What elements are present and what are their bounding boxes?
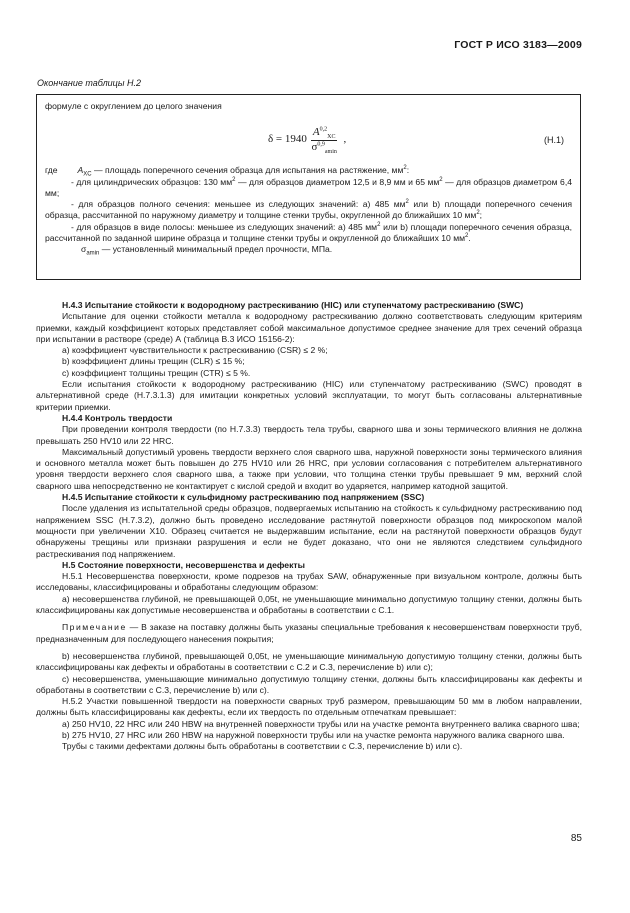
paragraph-h52: Н.5.2 Участки повышенной твердости на поверхности сварных труб размером, превышающим 50 мм в любом направлении, должны быть классифицированы как дефекты, если их твердость по отдельным отпечаткам превышает:: [36, 696, 582, 718]
list-item-clr: b) коэффициент длины трещин (CLR) ≤ 15 %;: [62, 356, 245, 367]
paragraph-ssc: После удаления из испытательной среды образцов, подвергаемых испытанию на стойкость к сульфидному растрескиванию под напряжением SSC (Н.7.3.2), должно быть проведено исследование растянутой поверхности образцов под микроскопом малой мощности при увеличении Х10. Образец считается не выдержавшим испытание, если на растянутой поверхности образцов будут обнаружены трещины или признаки разрушения и если не будет доказано, что они не являются следствием сульфидного растрескивания под напряжением.: [36, 503, 582, 559]
formula-denominator: $\sigma^{0,9}_{amin}$: [311, 140, 337, 155]
list-item-ctr: с) коэффициент толщины трещин (CTR) ≤ 5 %.: [62, 367, 251, 378]
heading-h5: Н.5 Состояние поверхности, несовершенства и дефекты: [62, 559, 305, 570]
paragraph-h52-b: b) 275 HV10, 27 HRC или 260 HBW на наружной поверхности трубы или на участке ремонта наружного валика сварного шва.: [62, 729, 565, 740]
heading-h44: Н.4.4 Контроль твердости: [62, 412, 173, 423]
list-item-csr: а) коэффициент чувствительности к растрескиванию (CSR) ≤ 2 %;: [62, 345, 328, 356]
paragraph-h51-c: с) несовершенства, уменьшающие минимально допустимую толщину стенки, должны быть классифицированы как дефекты и обработаны в соответствии с С.3, перечисление b) или с).: [36, 673, 582, 695]
paragraph-h52-a: а) 250 HV10, 22 HRC или 240 HBW на внутренней поверхности трубы или на участке ремонта внутреннего валика сварного шва;: [62, 718, 580, 729]
paragraph-alt-medium: Если испытания стойкости к водородному растрескиванию (HIC) или ступенчатому растрескиванию (SWC) проводят в альтернативной среде (Н.7.3.1.3) для имитации конкретных условий эксплуатации, то могут быть согласованы альтернативные критерии приемки.: [36, 379, 582, 412]
formula-numerator: A$^{0,2}_{XC}$: [312, 126, 336, 141]
paragraph-h51-a: а) несовершенства глубиной, не превышающей 0,05t, не уменьшающие минимально допустимую толщину стенки, должны быть классифицированы как допустимые несовершенства и обработаны в соответствии с С.1.: [36, 593, 582, 616]
paragraph-defect-treatment: Трубы с такими дефектами должны быть обработаны в соответствии с С.3, перечисление b) или с).: [62, 741, 463, 752]
note: Примечание — В заказе на поставку должны быть указаны специальные требования к несовершенствам поверхности труб, предназначенным для последующего нанесения покрытия;: [36, 622, 582, 644]
formula-block: [45, 121, 572, 165]
table-continuation: [36, 94, 581, 280]
paragraph-max-hardness: Максимальный допустимый уровень твердости верхнего слоя сварного шва, наружной поверхности зоны термического влияния и основного металла может быть повышен до 275 HV10 или 26 HRC, при условии согласования с потребителем альтернативного уровня твердости верхнего слоя сварного шва, а также при условии, что толщина стенки трубы превышает 9 мм, верхний слой сварного шва непосредственно не контактирует с кислой средой и входит во ударяется, например катодной защитой.: [36, 446, 582, 491]
table-intro: формуле с округлением до целого значения: [45, 101, 222, 111]
paragraph-hic-criteria: Испытание для оценки стойкости металла к водородному растрескиванию должно соответствовать следующим критериям приемки, каждый коэффициент которых представляет собой максимальное допустимое среднее значение для трех сечений образца при испытании в растворе (среде) А (таблица В.3 ИСО 15156-2):: [36, 311, 582, 344]
formula-h1: [268, 127, 346, 153]
page-number: 85: [570, 833, 582, 844]
formula-fraction: [311, 127, 338, 153]
paragraph-hardness: При проведении контроля твердости (по Н.7.3.3) твердость тела трубы, сварного шва и зоны термического влияния не должна превышать 250 HV10 или 22 HRC.: [36, 424, 582, 446]
where-definition: где $A_{XC}$ — площадь поперечного сечения образца для испытания на растяжение, $мм^2$:: [45, 165, 410, 179]
paragraph-h51: Н.5.1 Несовершенства поверхности, кроме подрезов на трубах SAW, обнаруженные при визуальном контроле, должны быть исследованы, классифицированы и обработаны следующим образом:: [36, 571, 582, 593]
cylindrical-specimens: - для цилиндрических образцов: 130 $мм^2$ — для образцов диаметром 12,5 и 8,9 мм и 65 $мм^2$ — для образцов диаметром 6,4 мм;: [45, 176, 572, 198]
table-caption: Окончание таблицы Н.2: [37, 78, 141, 88]
strip-specimens: - для образцов в виде полосы: меньшее из следующих значений: а) 485 $мм^2$ или b) площади поперечного сечения образца, рассчитанной по заданной ширине образца и толщине стенки трубы и округленной до ближайших 10 $мм^2$.: [45, 221, 572, 244]
main-text: [36, 300, 582, 753]
document-header: ГОСТ Р ИСО 3183—2009: [454, 39, 582, 51]
full-section-specimens: - для образцов полного сечения: меньшее из следующих значений: а) 485 $мм^2$ или b) площади поперечного сечения образца, рассчитанной по наружному диаметру и толщине стенки трубы, округленной до ближайших 10 $мм^2$;: [45, 199, 572, 221]
heading-h45: Н.4.5 Испытание стойкости к сульфидному растрескиванию под напряжением (SSC): [62, 492, 425, 503]
heading-h43: Н.4.3 Испытание стойкости к водородному растрескиванию (HIC) или ступенчатому растрескиванию (SWC): [62, 300, 524, 310]
paragraph-h51-b: b) несовершенства глубиной, превышающей 0,05t, не уменьшающие минимальную допустимую толщину стенки, должны быть классифицированы как дефекты и обработаны в соответствии с С.2 и С.3, перечисление b) или с);: [36, 650, 582, 673]
formula-lhs: δ = 1940: [268, 133, 307, 146]
equation-number: (Н.1): [544, 135, 564, 146]
sigma-definition: $\sigma_{amin}$ — установленный минимальный предел прочности, МПа.: [81, 244, 333, 258]
formula-trail: ,: [343, 133, 347, 146]
